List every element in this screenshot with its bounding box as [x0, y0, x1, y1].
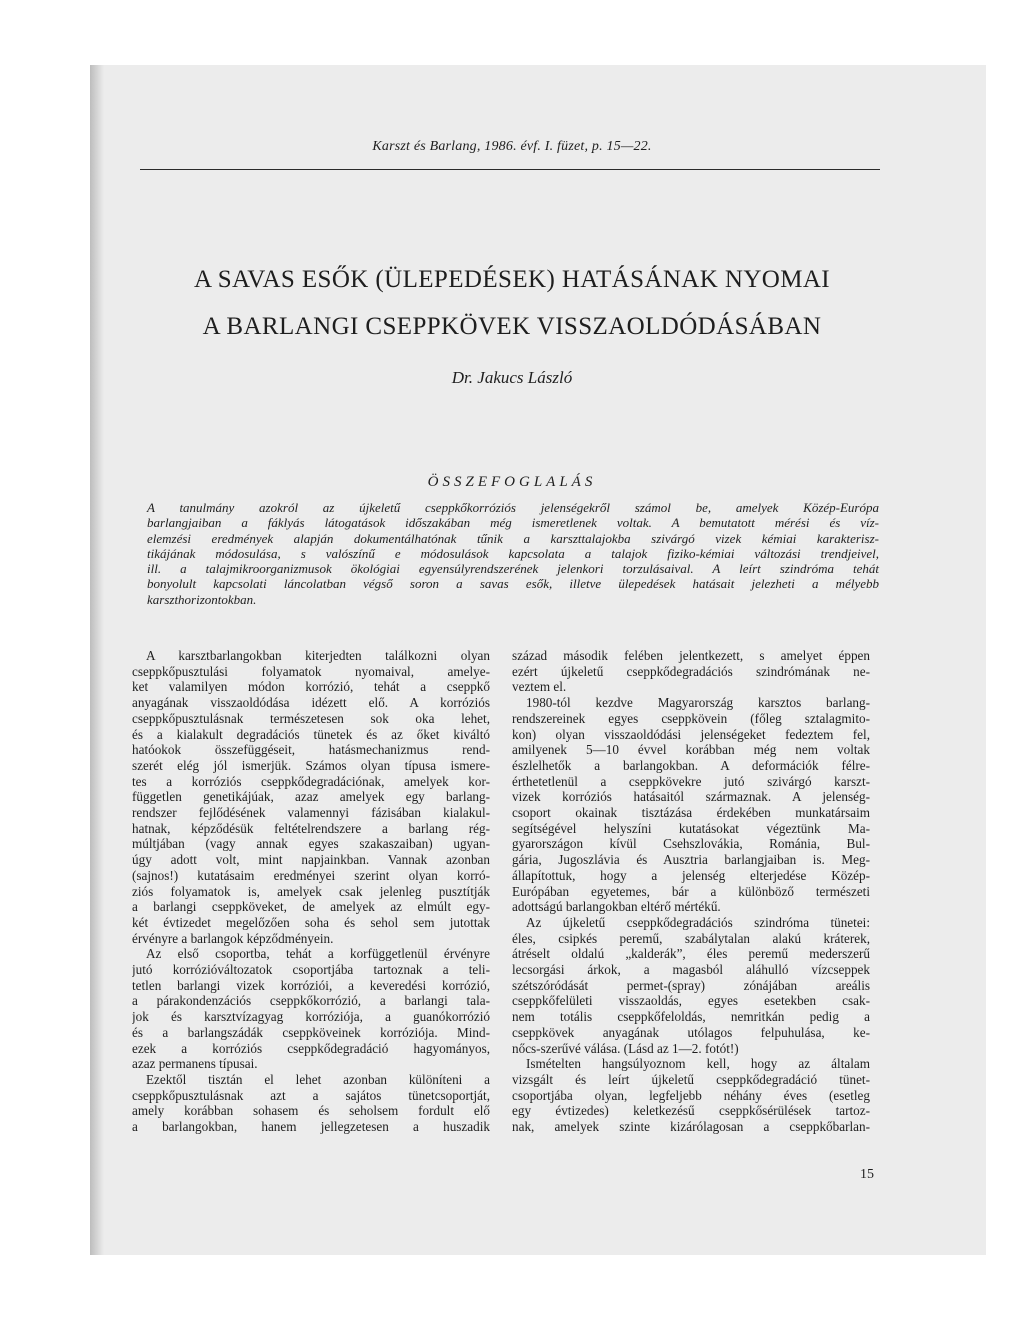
- text-line: érthetetlenül a cseppkövekre jutó szivárgó karszt-: [512, 773, 870, 789]
- text-line: azaz permanens típusai.: [132, 1056, 258, 1072]
- article-title-line-2: A BARLANGI CSEPPKÖVEK VISSZAOLDÓDÁSÁBAN: [202, 313, 822, 340]
- text-line: Az újkeletű cseppkődegradációs szindróma tünetei:: [526, 914, 870, 930]
- article-title-line-1: A SAVAS ESŐK (ÜLEPEDÉSEK) HATÁSÁNAK NYOMAI: [193, 266, 831, 293]
- text-line: Európában egyetemes, bár a különböző természeti: [512, 883, 870, 899]
- text-line: gária, Jugoszlávia és Ausztria barlangjaiban is. Meg-: [512, 852, 870, 868]
- text-line: lecsorgási árkok, a magasból aláhulló vízcseppek: [512, 962, 870, 978]
- text-line: vizsgált és leírt újkeletű cseppkődegradáció tünet-: [512, 1071, 870, 1087]
- abstract-line: karszthorizontokban.: [147, 591, 257, 607]
- text-line: hatóokok összefüggéseit, hatásmechanizmus rend-: [132, 742, 490, 758]
- text-line: cseppkőfelületi visszaoldás, egyes esetekben csak-: [512, 993, 870, 1009]
- text-line: érvényre a barlangok képződményein.: [132, 930, 334, 946]
- text-line: cseppkövek anyagának utólagos felpuhulása, ke-: [512, 1024, 870, 1040]
- text-line: tetlen barlangi vizek korróziói, a keveredési korrózió,: [132, 977, 490, 993]
- text-line: és a barlangszádák cseppköveinek korróziója. Mind-: [132, 1024, 490, 1040]
- abstract-line: elemzési eredmények alapján dokumentálhatónak tűnik a karszttalajokba szivárgó vizek kémiai karakterisz-: [147, 530, 879, 546]
- text-line: nőcs-szerűvé válása. (Lásd az 1—2. fotót!): [512, 1040, 739, 1056]
- text-line: vizek korróziós hatásaitól származnak. A jelenség-: [512, 789, 870, 805]
- text-line: Ismételten hangsúlyoznom kell, hogy az általam: [526, 1056, 870, 1072]
- abstract-line: barlangjaiban a fáklyás látogatások időszakában még ismeretlenek voltak. A bemutatott mérési és víz-: [147, 515, 879, 531]
- text-line: anyagának visszaoldódása idézett elő. A korróziós: [132, 695, 490, 711]
- text-line: 1980-tól kezdve Magyarország karsztos barlang-: [526, 695, 870, 711]
- text-line: szétszóródását permet-(spray) zónájában areális: [512, 977, 870, 993]
- text-line: és a kialakult degradációs tünetek és az őket kiváltó: [132, 726, 490, 742]
- text-line: cseppkőpusztulási folyamatok nyomaival, amelye-: [132, 663, 490, 679]
- text-line: két évtizedet megelőzően soha és sehol sem jutottak: [132, 914, 490, 930]
- abstract-line: ill. a talajmikroorganizmusok ökológiai egyensúlyrendszerének jelenkori torzulásaival. A leírt szindróma tehát: [147, 561, 879, 577]
- abstract-line: A tanulmány azokról az újkeletű cseppkőkorróziós jelenségekről számol be, amelyek Közép-Európa: [147, 500, 879, 515]
- text-line: jok és karsztvízagyag korróziója, a guanókorrózió: [132, 1009, 490, 1025]
- text-line: adottságú barlangokban eltérő mértékű.: [512, 899, 721, 915]
- text-line: a barlangokban, hanem jellegzetesen a huszadik: [132, 1119, 490, 1135]
- text-line: nem totális cseppkőfeloldás, nemritkán pedig a: [512, 1009, 870, 1025]
- abstract-body: [147, 500, 879, 607]
- text-line: egy évtizedes) keletkezésű cseppkősérülések tartoz-: [512, 1103, 870, 1119]
- text-line: ziós folyamatok is, amelyek csak jelenleg pusztítják: [132, 883, 490, 899]
- text-line: A karsztbarlangokban kiterjedten találkozni olyan: [146, 648, 490, 663]
- text-line: állapítottuk, hogy a jelenség elterjedése Közép-: [512, 867, 870, 883]
- text-line: szerét elég jól ismerjük. Számos olyan típusa ismere-: [132, 757, 490, 773]
- text-line: ezek a korróziós cseppkődegradáció hagyományos,: [132, 1040, 490, 1056]
- body-column-left: [132, 648, 490, 1135]
- text-line: a barlangi cseppköveket, de amelyek az elmúlt egy-: [132, 899, 490, 915]
- body-column-right: [512, 648, 870, 1135]
- text-line: csoportjába olyan, legfeljebb néhány éves (esetleg: [512, 1087, 870, 1103]
- text-line: ket valamilyen módon korrózió, tehát a cseppkő: [132, 679, 490, 695]
- text-line: Az első csoportba, tehát a korfüggetlenül érvényre: [146, 946, 490, 962]
- text-line: jutó korrózióváltozatok csoportjába tartoznak a teli-: [132, 962, 490, 978]
- text-line: cseppkőpusztulásnak azt a sajátos tünetcsoportját,: [132, 1087, 490, 1103]
- text-line: hatnak, képződésük feltételrendszere a barlang rég-: [132, 820, 490, 836]
- text-line: múltjában (vagy annak egyes szakaszaiban) ugyan-: [132, 836, 490, 852]
- text-line: század második felében jelentkezett, s amelyet éppen: [512, 648, 870, 663]
- text-line: gyarországon kívül Csehszlovákia, Románia, Bul-: [512, 836, 870, 852]
- text-line: tes a korróziós cseppkődegradációnak, amelyek kor-: [132, 773, 490, 789]
- text-line: amilyenek 5—10 évvel korábban még nem voltak: [512, 742, 870, 758]
- abstract-line: tikájának módosulása, s valószínű e módosulások kapcsolata a talajok fiziko-kémiai változási trendjeivel,: [147, 545, 879, 561]
- text-line: független genetikájúak, azaz amelyek egy barlang-: [132, 789, 490, 805]
- text-line: cseppkőpusztulásnak természetesen sok oka lehet,: [132, 710, 490, 726]
- text-line: észlelhetők a barlangokban. A deformációk félre-: [512, 757, 870, 773]
- author-name: Dr. Jakucs László: [451, 368, 573, 387]
- text-line: úgy adott volt, mint napjainkban. Vannak azonban: [132, 852, 490, 868]
- text-line: a párakondenzációs cseppkőkorrózió, a barlangi tala-: [132, 993, 490, 1009]
- text-line: Ezektől tisztán el lehet azonban különíteni a: [146, 1071, 490, 1087]
- text-line: éles, csipkés peremű, szabálytalan alakú kráterek,: [512, 930, 870, 946]
- journal-citation: Karszt és Barlang, 1986. évf. I. füzet, p. 15—22.: [372, 139, 652, 154]
- header-rule: [140, 169, 880, 170]
- text-line: átréselt oldalú „kalderák”, éles peremű mederszerű: [512, 946, 870, 962]
- text-line: veztem el.: [512, 679, 567, 695]
- text-line: (sajnos!) kutatásaim eredményei szerint olyan korró-: [132, 867, 490, 883]
- page-number: 15: [860, 1167, 874, 1182]
- text-line: ezért újkeletű cseppkődegradációs szindrómának ne-: [512, 663, 870, 679]
- text-line: rendszereinek egyes cseppkövein (főleg sztalagmito-: [512, 710, 870, 726]
- text-line: kon) olyan visszaoldódási jelenségeket fedeztem fel,: [512, 726, 870, 742]
- page-edge-shadow: [90, 65, 104, 1255]
- text-line: rendszer fejlődésének valamennyi fázisában kialakul-: [132, 805, 490, 821]
- text-line: segítségével helyszíni kutatásokat végeztünk Ma-: [512, 820, 870, 836]
- abstract-heading: ÖSSZEFOGLALÁS: [427, 474, 597, 490]
- text-line: nak, amelyek szinte kizárólagosan a cseppkőbarlan-: [512, 1119, 870, 1135]
- abstract-line: bonyolult kapcsolati láncolatban végső soron a savas esők, illetve ülepedések hatásait jelezheti a mélyebb: [147, 576, 879, 592]
- text-line: amely korábban sohasem és seholsem fordult elő: [132, 1103, 490, 1119]
- text-line: csoport okainak tisztázása érdekében munkatársaim: [512, 805, 870, 821]
